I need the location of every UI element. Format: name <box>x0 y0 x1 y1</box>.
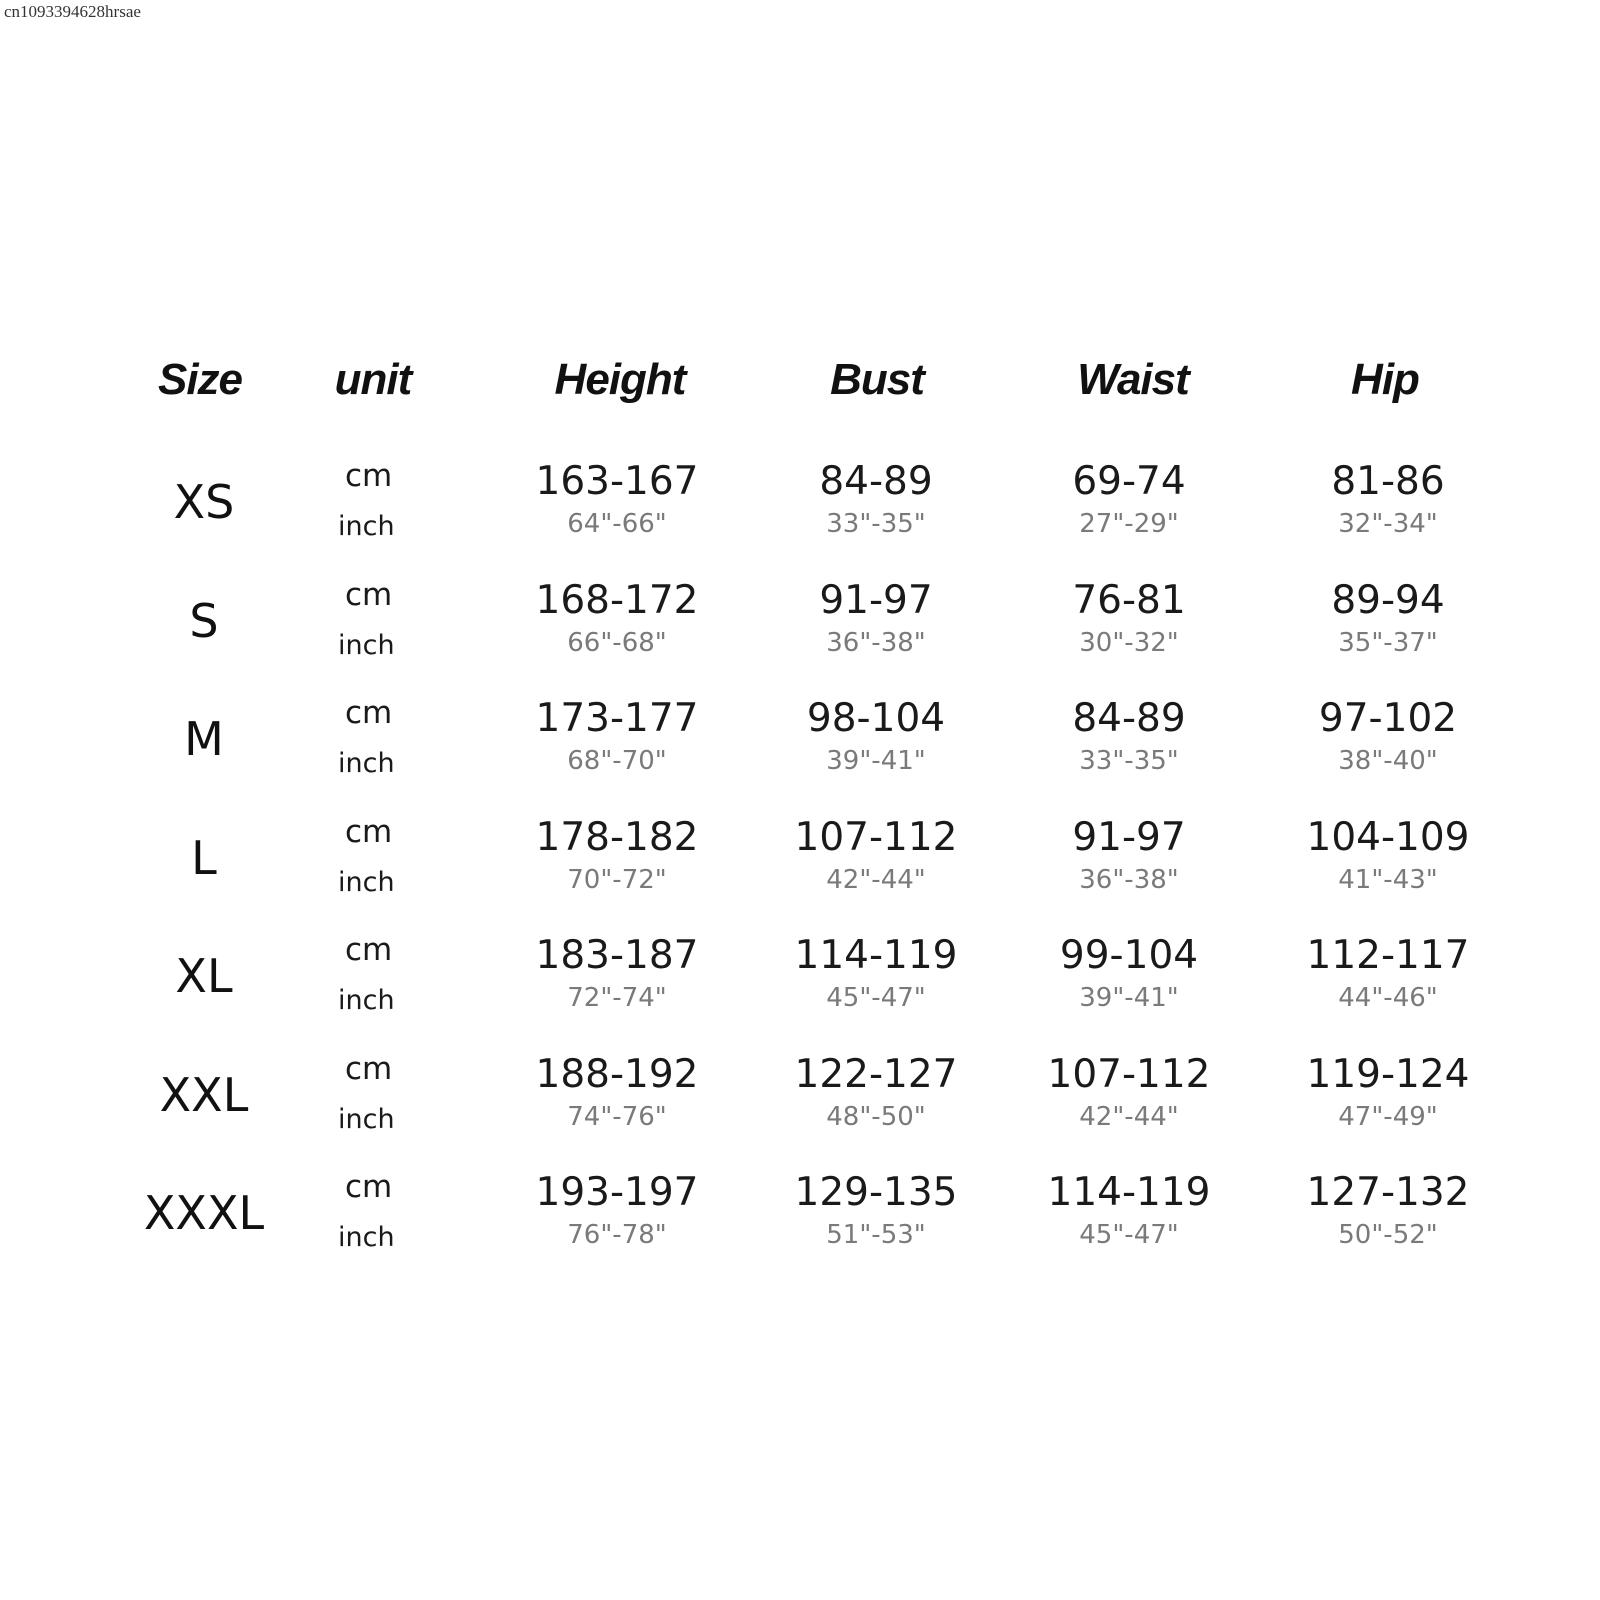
height-cm-value: 188-192 <box>535 1052 699 1097</box>
hip-inch-value: 38"-40" <box>1338 746 1438 776</box>
unit-inch-label: inch <box>338 1104 395 1135</box>
bust-cm-value: 91-97 <box>819 578 933 623</box>
size-label: M <box>184 712 224 766</box>
height-cm-value: 173-177 <box>535 696 699 741</box>
waist-cm-value: 107-112 <box>1047 1052 1211 1097</box>
height-cm-value: 183-187 <box>535 933 699 978</box>
size-label: XXXL <box>143 1186 265 1240</box>
waist-inch-value: 30"-32" <box>1079 628 1179 658</box>
bust-inch-value: 42"-44" <box>826 865 926 895</box>
height-cm-value: 178-182 <box>535 815 699 860</box>
hip-cm-value: 97-102 <box>1318 696 1458 741</box>
unit-cm-label: cm <box>345 695 393 731</box>
height-inch-value: 72"-74" <box>567 983 667 1013</box>
header-unit: unit <box>334 355 412 404</box>
hip-cm-value: 104-109 <box>1306 815 1470 860</box>
bust-cm-value: 98-104 <box>806 696 946 741</box>
waist-cm-value: 84-89 <box>1072 696 1186 741</box>
bust-inch-value: 51"-53" <box>826 1220 926 1250</box>
hip-inch-value: 32"-34" <box>1338 509 1438 539</box>
waist-cm-value: 114-119 <box>1047 1170 1211 1215</box>
height-inch-value: 68"-70" <box>567 746 667 776</box>
waist-cm-value: 91-97 <box>1072 815 1186 860</box>
height-inch-value: 70"-72" <box>567 865 667 895</box>
unit-inch-label: inch <box>338 985 395 1016</box>
unit-inch-label: inch <box>338 748 395 779</box>
waist-inch-value: 39"-41" <box>1079 983 1179 1013</box>
hip-inch-value: 44"-46" <box>1338 983 1438 1013</box>
size-label: S <box>189 594 219 648</box>
size-label: XS <box>173 475 235 529</box>
size-label: XL <box>175 949 233 1003</box>
watermark-text: cn1093394628hrsae <box>4 2 141 21</box>
waist-inch-value: 45"-47" <box>1079 1220 1179 1250</box>
bust-cm-value: 107-112 <box>794 815 958 860</box>
height-inch-value: 64"-66" <box>567 509 667 539</box>
bust-inch-value: 45"-47" <box>826 983 926 1013</box>
unit-inch-label: inch <box>338 867 395 898</box>
unit-inch-label: inch <box>338 630 395 661</box>
hip-cm-value: 89-94 <box>1331 578 1445 623</box>
hip-cm-value: 81-86 <box>1331 459 1445 504</box>
unit-cm-label: cm <box>345 1051 393 1087</box>
waist-inch-value: 27"-29" <box>1079 509 1179 539</box>
waist-inch-value: 33"-35" <box>1079 746 1179 776</box>
hip-inch-value: 50"-52" <box>1338 1220 1438 1250</box>
bust-cm-value: 122-127 <box>794 1052 958 1097</box>
height-cm-value: 193-197 <box>535 1170 699 1215</box>
waist-inch-value: 42"-44" <box>1079 1102 1179 1132</box>
hip-inch-value: 35"-37" <box>1338 628 1438 658</box>
bust-inch-value: 33"-35" <box>826 509 926 539</box>
header-height: Height <box>554 355 686 404</box>
hip-inch-value: 47"-49" <box>1338 1102 1438 1132</box>
size-label: L <box>191 831 217 885</box>
bust-inch-value: 48"-50" <box>826 1102 926 1132</box>
header-bust: Bust <box>830 355 924 404</box>
bust-inch-value: 36"-38" <box>826 628 926 658</box>
bust-cm-value: 84-89 <box>819 459 933 504</box>
header-size: Size <box>157 355 243 404</box>
height-inch-value: 76"-78" <box>567 1220 667 1250</box>
header-waist: Waist <box>1077 355 1189 404</box>
hip-cm-value: 119-124 <box>1306 1052 1470 1097</box>
bust-inch-value: 39"-41" <box>826 746 926 776</box>
unit-cm-label: cm <box>345 932 393 968</box>
waist-cm-value: 99-104 <box>1059 933 1199 978</box>
height-inch-value: 74"-76" <box>567 1102 667 1132</box>
hip-inch-value: 41"-43" <box>1338 865 1438 895</box>
waist-cm-value: 76-81 <box>1072 578 1186 623</box>
unit-cm-label: cm <box>345 1169 393 1205</box>
hip-cm-value: 127-132 <box>1306 1170 1470 1215</box>
height-inch-value: 66"-68" <box>567 628 667 658</box>
unit-inch-label: inch <box>338 1222 395 1253</box>
hip-cm-value: 112-117 <box>1306 933 1470 978</box>
waist-inch-value: 36"-38" <box>1079 865 1179 895</box>
unit-cm-label: cm <box>345 814 393 850</box>
bust-cm-value: 114-119 <box>794 933 958 978</box>
bust-cm-value: 129-135 <box>794 1170 958 1215</box>
unit-cm-label: cm <box>345 458 393 494</box>
waist-cm-value: 69-74 <box>1072 459 1186 504</box>
unit-cm-label: cm <box>345 577 393 613</box>
size-label: XXL <box>159 1068 249 1122</box>
header-hip: Hip <box>1351 355 1419 404</box>
height-cm-value: 168-172 <box>535 578 699 623</box>
unit-inch-label: inch <box>338 511 395 542</box>
height-cm-value: 163-167 <box>535 459 699 504</box>
